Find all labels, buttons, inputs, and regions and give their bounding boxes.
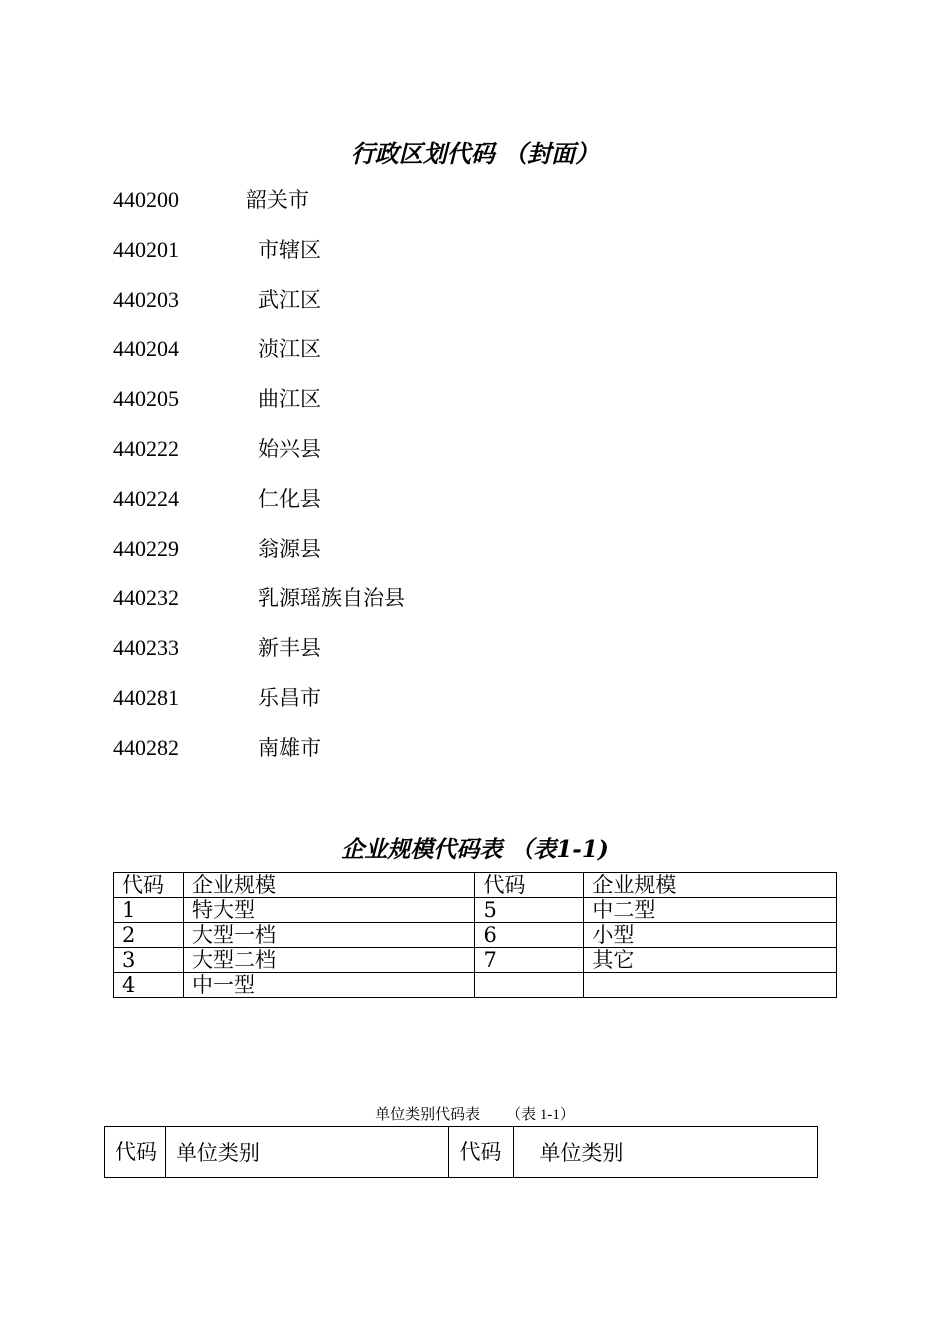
- table-cell: 3: [114, 948, 184, 973]
- table-cell: 小型: [584, 923, 837, 948]
- region-code: 440204: [113, 336, 179, 362]
- region-code: 440282: [113, 734, 179, 760]
- list-item: [113, 683, 321, 713]
- scale-table-title: 企业规模代码表 （表1-1): [341, 836, 609, 863]
- list-item: [113, 185, 309, 215]
- table-cell: 其它: [584, 948, 837, 973]
- region-name: 翁源县: [258, 536, 321, 561]
- header-code-1: 代码: [105, 1127, 166, 1178]
- region-code: 440233: [113, 635, 179, 661]
- region-name: 始兴县: [258, 437, 321, 461]
- table-cell: 2: [114, 923, 184, 948]
- header-cell: 代码: [114, 873, 184, 898]
- list-item: [113, 733, 321, 763]
- region-name: 市辖区: [258, 237, 321, 262]
- unit-category-table: [104, 1126, 818, 1178]
- list-item: [113, 285, 321, 315]
- region-code: 440205: [113, 386, 179, 412]
- table-cell: 1: [114, 898, 184, 923]
- header-unit-category-1: 单位类别: [165, 1127, 449, 1178]
- header-cell: 企业规模: [183, 873, 475, 898]
- unit-table-title: [0, 1103, 950, 1124]
- table-cell: 中一型: [183, 973, 475, 998]
- region-name: 新丰县: [258, 636, 321, 661]
- table-row: [114, 973, 837, 998]
- table-row: [114, 923, 837, 948]
- region-name: 仁化县: [258, 486, 321, 511]
- region-code: 440232: [113, 585, 179, 611]
- table-row: [114, 898, 837, 923]
- list-item: [113, 384, 321, 414]
- header-code-2: 代码: [449, 1127, 514, 1178]
- region-code: 440224: [113, 485, 179, 511]
- page-title: 行政区划代码 （封面）: [350, 139, 600, 168]
- table-header-row: [105, 1127, 818, 1178]
- list-item: [113, 583, 405, 613]
- region-code: 440281: [113, 685, 179, 710]
- list-item: [113, 334, 321, 364]
- table-cell: 特大型: [183, 898, 475, 923]
- list-item: [113, 534, 321, 564]
- region-name: 韶关市: [246, 188, 309, 212]
- enterprise-scale-table: [113, 872, 837, 998]
- header-cell: 代码: [475, 873, 584, 898]
- region-name: 南雄市: [258, 735, 321, 760]
- table-cell: 大型一档: [183, 923, 475, 948]
- table-row: [114, 948, 837, 973]
- region-code: 440222: [113, 436, 179, 461]
- unit-table-title-text: 单位类别代码表: [375, 1105, 481, 1123]
- header-cell: 企业规模: [584, 873, 837, 898]
- region-name: 武江区: [258, 287, 321, 312]
- table-cell: 4: [114, 973, 184, 998]
- table-cell: 中二型: [584, 898, 837, 923]
- list-item: [113, 434, 321, 464]
- table-cell: [475, 973, 584, 998]
- table-cell: 5: [475, 898, 584, 923]
- table-cell: 7: [475, 948, 584, 973]
- list-item: [113, 484, 321, 514]
- table-header-row: [114, 873, 837, 898]
- table-cell: 大型二档: [183, 948, 475, 973]
- list-item: [113, 633, 321, 663]
- region-name: 浈江区: [258, 337, 321, 362]
- region-code: 440229: [113, 535, 179, 561]
- table-cell: [584, 973, 837, 998]
- region-name: 乐昌市: [258, 686, 321, 710]
- table-cell: 6: [475, 923, 584, 948]
- unit-table-tag: （表 1-1）: [506, 1107, 575, 1123]
- region-code: 440201: [113, 236, 179, 262]
- header-unit-category-2: 单位类别: [514, 1127, 818, 1178]
- region-code: 440203: [113, 286, 179, 312]
- region-name: 乳源瑶族自治县: [258, 586, 405, 611]
- list-item: [113, 235, 321, 265]
- region-code: 440200: [113, 187, 179, 212]
- region-name: 曲江区: [258, 387, 321, 412]
